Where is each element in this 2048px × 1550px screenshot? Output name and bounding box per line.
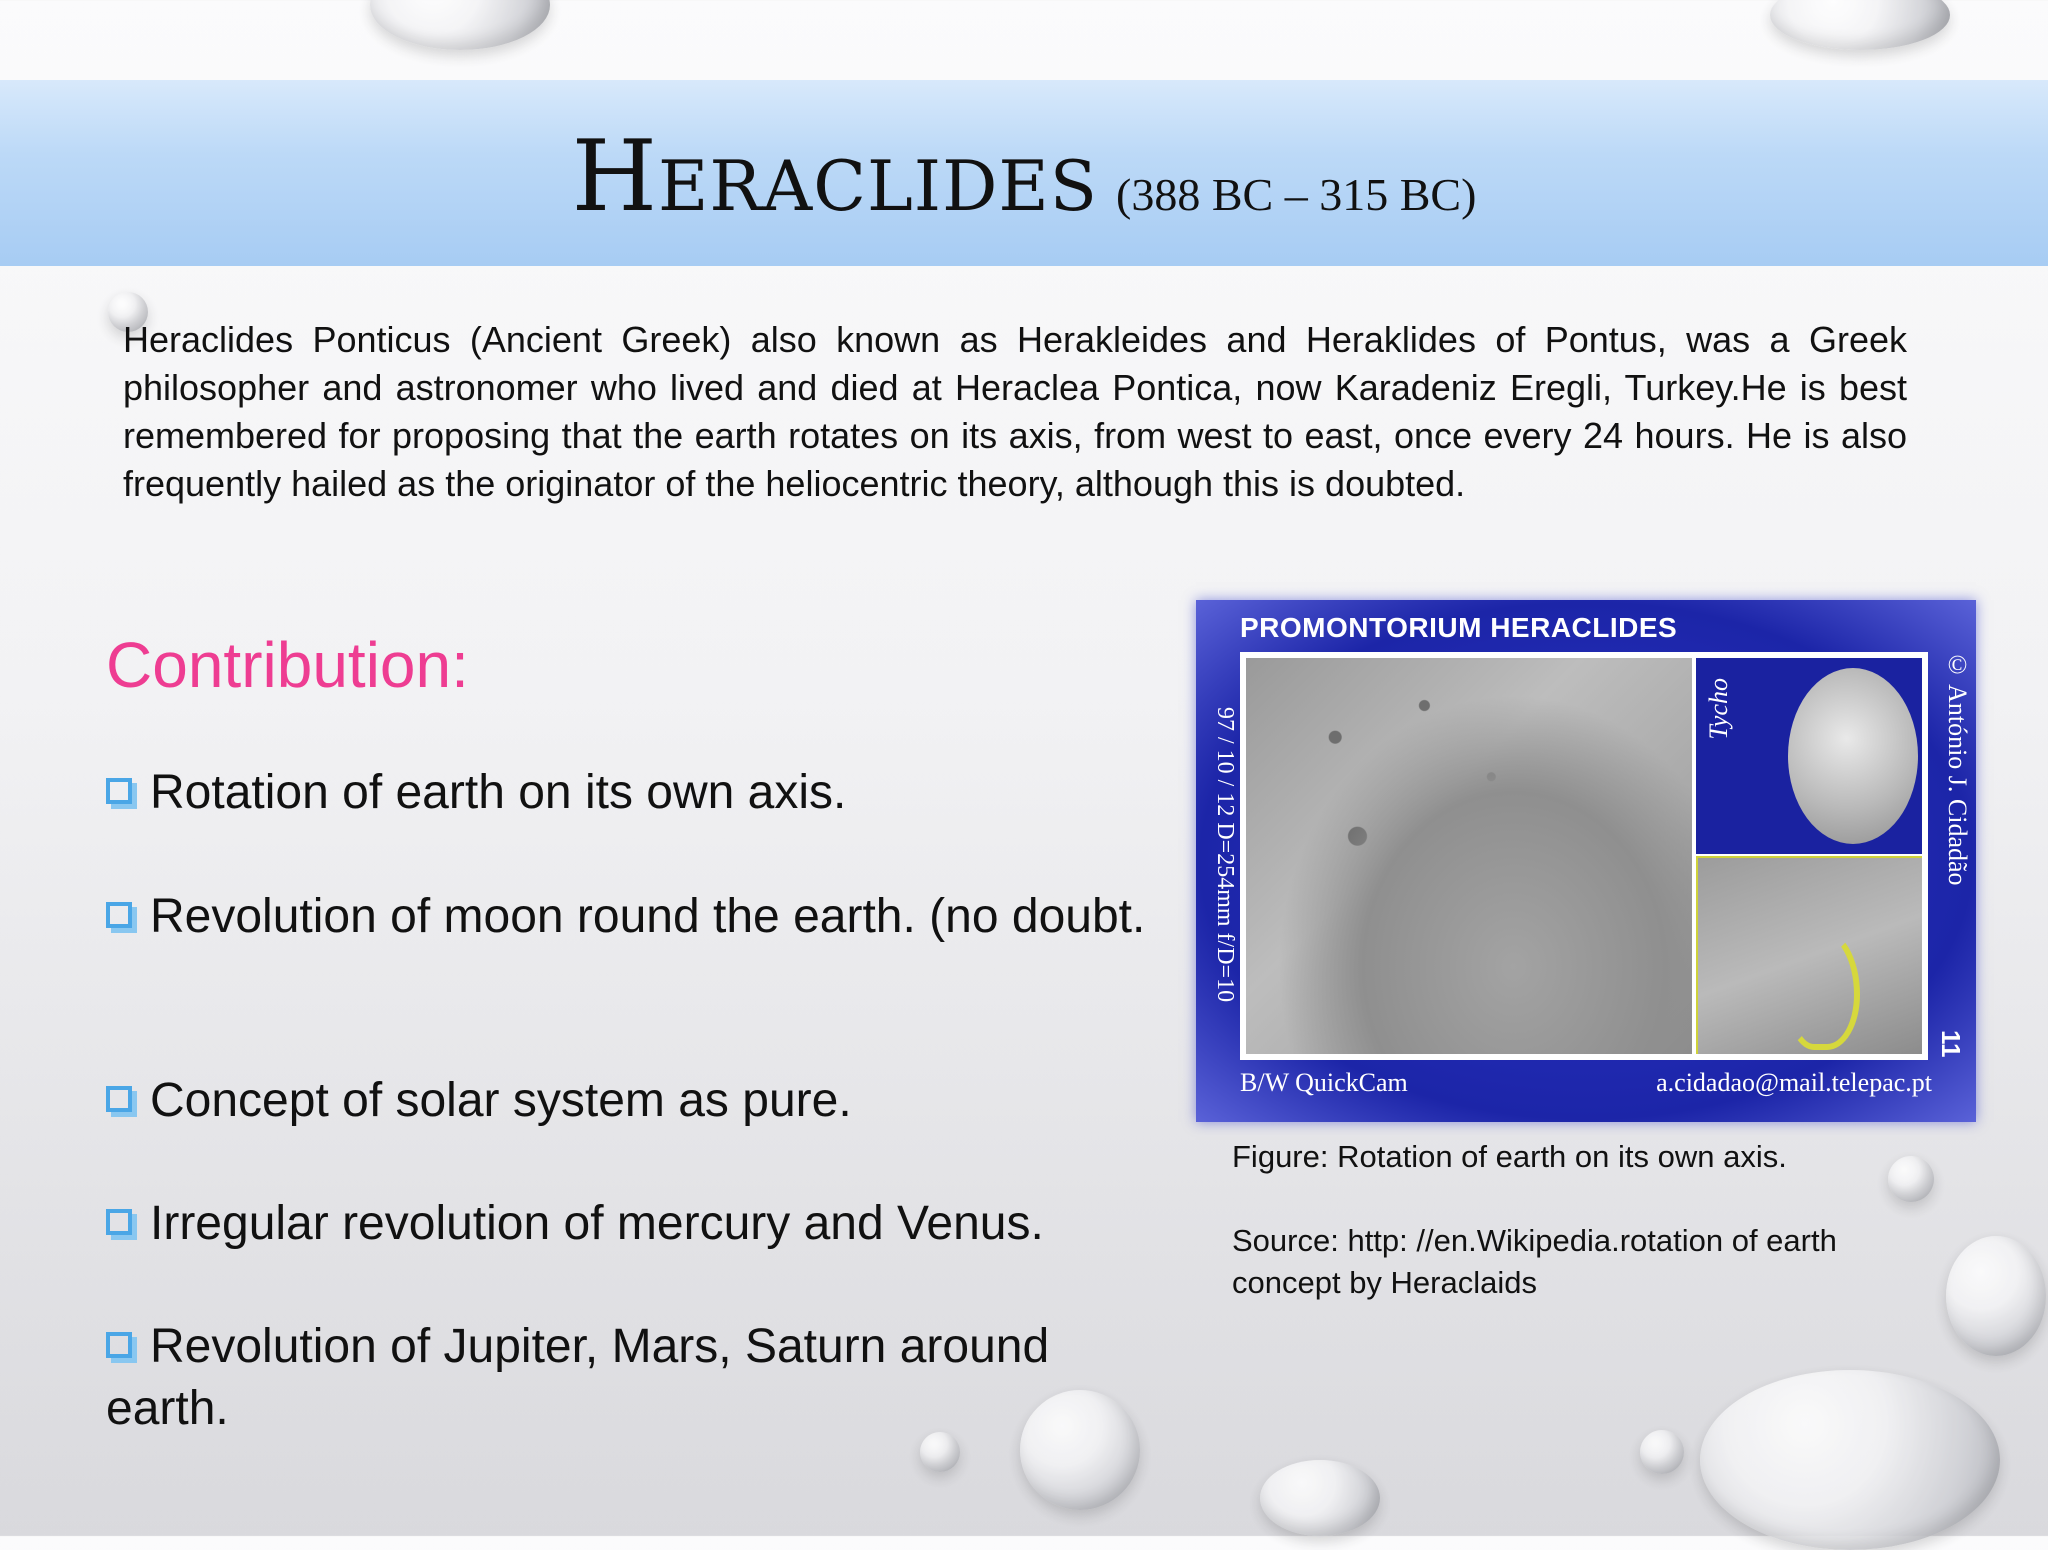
intro-paragraph: Heraclides Ponticus (Ancient Greek) also known as Herakleides and Heraklides of Pontus, was a Greek philosopher and astronomer who lived and died at Heraclea Pontica, now Karadeniz Eregli, Turkey.He is best remembered for proposing that the earth rotates on its axis, from west to east, once every 24 hours. He is also frequently hailed as the originator of the heliocentric theory, although this is doubted.	[123, 319, 1907, 504]
full-moon-image	[1788, 668, 1918, 844]
water-drop-decoration	[1260, 1460, 1380, 1536]
checkbox-bullet-icon	[106, 1332, 132, 1358]
figure-right-label: © António J. Cidadão	[1943, 650, 1972, 886]
moon-inset-label: Tycho	[1704, 678, 1733, 740]
water-drop-decoration	[1770, 0, 1950, 50]
list-item	[106, 886, 1166, 948]
caption-source: Source: http: //en.Wikipedia.rotation of earth concept by Heraclaids	[1232, 1223, 1837, 1300]
figure-bottom-right-label: a.cidadao@mail.telepac.pt	[1656, 1068, 1932, 1097]
figure-photo-frame	[1240, 652, 1928, 1060]
water-drop-decoration	[1946, 1236, 2046, 1356]
checkbox-bullet-icon	[106, 1086, 132, 1112]
list-item	[106, 1193, 1044, 1255]
caption-figure: Figure: Rotation of earth on its own axis.	[1232, 1139, 1787, 1174]
moon-figure	[1196, 600, 1976, 1122]
figure-caption	[1232, 1136, 1932, 1346]
title-text: Heraclides	[571, 120, 1099, 234]
list-item-text: Irregular revolution of mercury and Venus.	[150, 1197, 1044, 1250]
slide-title	[0, 120, 2048, 234]
moon-inset-top	[1696, 658, 1922, 854]
contribution-heading: Contribution:	[106, 629, 469, 701]
promontory-outline	[1788, 928, 1860, 1050]
moon-inset-bottom	[1696, 856, 1922, 1054]
figure-left-label: 97 / 10 / 12 D=254mm f/D=10	[1212, 707, 1238, 1003]
water-drop-decoration	[370, 0, 550, 50]
checkbox-bullet-icon	[106, 1209, 132, 1235]
checkbox-bullet-icon	[106, 778, 132, 804]
list-item-text: Rotation of earth on its own axis.	[150, 766, 847, 819]
moon-surface-image	[1246, 658, 1692, 1054]
figure-top-label: PROMONTORIUM HERACLIDES	[1240, 612, 1678, 643]
title-dates: (388 BC – 315 BC)	[1116, 169, 1477, 220]
water-drop-decoration	[1700, 1370, 2000, 1550]
figure-bottom-left-label: B/W QuickCam	[1240, 1068, 1408, 1097]
list-item-text: Concept of solar system as pure.	[150, 1074, 852, 1127]
water-drop-decoration	[1640, 1430, 1684, 1474]
list-item-text: Revolution of moon round the earth. (no doubt.	[150, 890, 1146, 943]
list-item	[106, 1070, 852, 1132]
list-item	[106, 762, 846, 824]
checkbox-bullet-icon	[106, 902, 132, 928]
list-item-text: Revolution of Jupiter, Mars, Saturn around earth.	[106, 1320, 1050, 1435]
list-item	[106, 1316, 1166, 1440]
figure-corner-number: 11	[1936, 1030, 1966, 1058]
